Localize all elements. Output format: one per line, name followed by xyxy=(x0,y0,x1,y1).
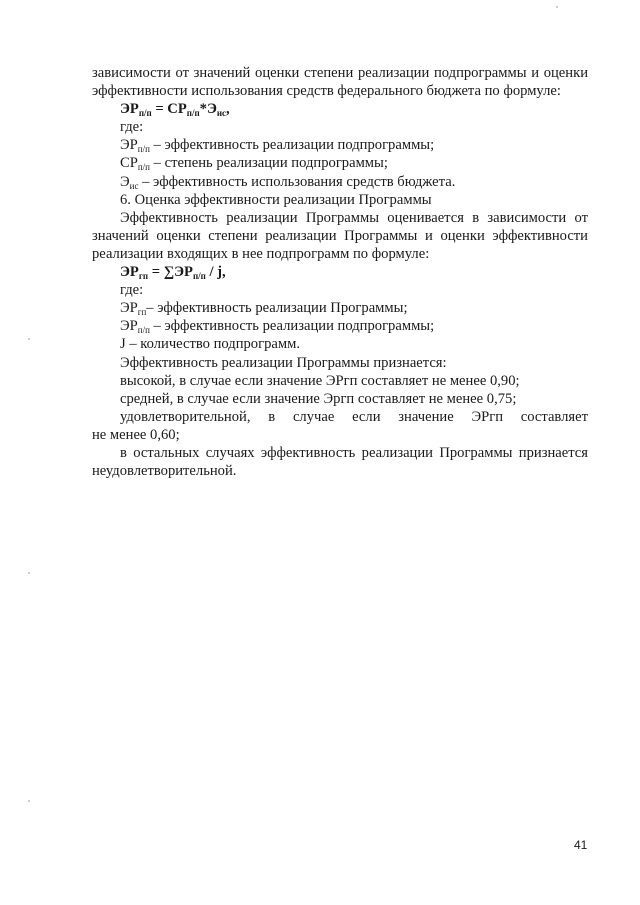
level-medium: средней, в случае если значение Эргп составляет не менее 0,75; xyxy=(120,390,517,407)
level-unsatisfactory-line-2: неудовлетворительной. xyxy=(92,463,237,480)
definition-ergp: $ЭР_{гп}-$ эффективность реализации Программы; xyxy=(120,300,408,318)
definition-srpp: $СР_{п/п}$ – степень реализации подпрограммы; xyxy=(120,155,388,173)
definition-j: J – количество подпрограмм. xyxy=(120,336,300,353)
recognition-heading: Эффективность реализации Программы признается: xyxy=(120,354,447,371)
definition-erpp: $ЭР_{п/п}$ – эффективность реализации подпрограммы; xyxy=(120,137,435,155)
where-label-1: где: xyxy=(120,119,144,136)
formula-program-subprogram-efficiency: $ЭР_{п/п} = СР_{п/п}*Э_{ис}$, xyxy=(120,101,230,119)
level-satisfactory-line-2: не менее 0,60; xyxy=(92,426,180,443)
page-number: 41 xyxy=(574,838,588,852)
level-high: высокой, в случае если значение ЭРгп составляет не менее 0,90; xyxy=(120,372,520,389)
level-satisfactory-line-1: удовлетворительной, в случае если значение ЭРгп составляет xyxy=(120,408,588,425)
paragraph-2-line-2: значений оценки степени реализации Программы и оценки эффективности xyxy=(92,227,588,244)
level-unsatisfactory-line-1: в остальных случаях эффективность реализации Программы признается xyxy=(120,444,588,461)
intro-line-2: эффективности использования средств федерального бюджета по формуле: xyxy=(92,83,561,100)
scan-speck xyxy=(28,572,30,574)
where-label-2: где: xyxy=(120,282,144,299)
definition-erpp-2: $ЭР_{п/п}$ – эффективность реализации подпрограммы; xyxy=(120,318,435,336)
intro-line-1: зависимости от значений оценки степени реализации подпрограммы и оценки xyxy=(92,65,588,81)
formula-program-efficiency: $ЭР_{гп} = \sum ЭР_{п/п} / j$, xyxy=(120,264,226,282)
definition-eis: $Э_{ис}$ – эффективность использования средств бюджета. xyxy=(120,173,456,191)
scan-speck xyxy=(28,800,30,802)
scan-speck xyxy=(556,6,558,8)
scan-speck xyxy=(28,338,30,340)
body-text xyxy=(92,64,588,480)
section-heading-6: 6. Оценка эффективности реализации Программы xyxy=(120,191,432,208)
paragraph-2-line-3: реализации входящих в нее подпрограмм по формуле: xyxy=(92,245,430,262)
paragraph-2-line-1: Эффективность реализации Программы оценивается в зависимости от xyxy=(120,209,588,226)
